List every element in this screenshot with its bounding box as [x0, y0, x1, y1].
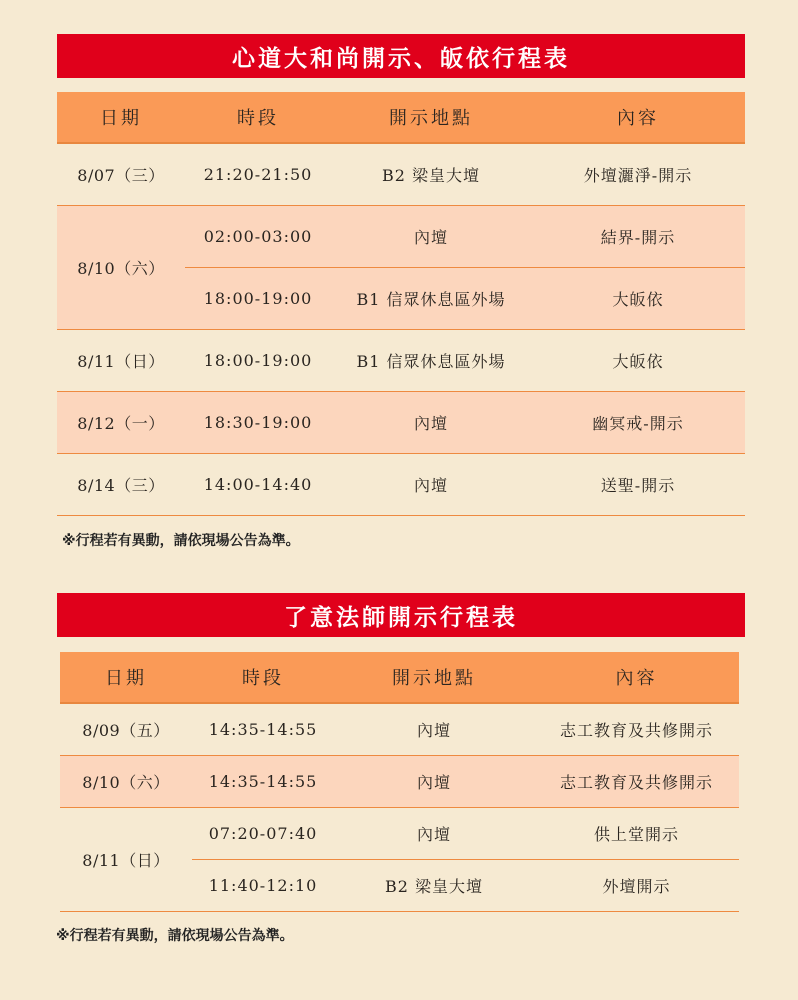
row-place: 內壇 [331, 205, 531, 267]
header-content: 內容 [531, 92, 745, 143]
row-content: 送聖-開示 [531, 453, 745, 515]
row-content: 供上堂開示 [534, 807, 739, 859]
row-time: 14:35-14:55 [192, 703, 334, 755]
row-time: 18:00-19:00 [185, 267, 331, 329]
row-date: 8/11（日） [57, 329, 185, 391]
table-header-row [57, 92, 745, 143]
table-row [57, 205, 745, 267]
table-row [60, 807, 739, 859]
row-date: 8/12（一） [57, 391, 185, 453]
row-date: 8/10（六） [60, 755, 192, 807]
schedule-title-1: 心道大和尚開示、皈依行程表 [57, 34, 745, 78]
row-content: 大皈依 [531, 267, 745, 329]
header-place: 開示地點 [334, 652, 534, 703]
row-time: 18:30-19:00 [185, 391, 331, 453]
table-row [60, 755, 739, 807]
row-place: B2 梁皇大壇 [334, 859, 534, 911]
header-time: 時段 [185, 92, 331, 143]
row-time: 21:20-21:50 [185, 143, 331, 205]
row-content: 結界-開示 [531, 205, 745, 267]
header-time: 時段 [192, 652, 334, 703]
row-date: 8/14（三） [57, 453, 185, 515]
schedule-section-1 [57, 34, 745, 516]
schedule-table-2-wrap [60, 652, 739, 912]
row-content: 外壇灑淨-開示 [531, 143, 745, 205]
row-time: 14:00-14:40 [185, 453, 331, 515]
header-place: 開示地點 [331, 92, 531, 143]
schedule-table-1 [57, 92, 745, 516]
table-header-row [60, 652, 739, 703]
row-place: 內壇 [331, 453, 531, 515]
table-row [57, 329, 745, 391]
row-place: B2 梁皇大壇 [331, 143, 531, 205]
row-content: 外壇開示 [534, 859, 739, 911]
table-row [57, 143, 745, 205]
header-content: 內容 [534, 652, 739, 703]
schedule-note-1: ※行程若有異動，請依現場公告為準。 [62, 533, 300, 549]
row-time: 11:40-12:10 [192, 859, 334, 911]
row-time: 14:35-14:55 [192, 755, 334, 807]
row-date: 8/07（三） [57, 143, 185, 205]
row-time: 02:00-03:00 [185, 205, 331, 267]
schedule-title-2: 了意法師開示行程表 [57, 593, 745, 637]
row-content: 志工教育及共修開示 [534, 703, 739, 755]
header-date: 日期 [60, 652, 192, 703]
row-content: 幽冥戒-開示 [531, 391, 745, 453]
header-date: 日期 [57, 92, 185, 143]
schedule-note-2: ※行程若有異動，請依現場公告為準。 [56, 928, 294, 944]
row-content: 大皈依 [531, 329, 745, 391]
table-row [57, 453, 745, 515]
row-place: 內壇 [334, 703, 534, 755]
row-place: B1 信眾休息區外場 [331, 267, 531, 329]
row-date: 8/11（日） [60, 807, 192, 911]
row-date: 8/09（五） [60, 703, 192, 755]
row-place: 內壇 [331, 391, 531, 453]
row-content: 志工教育及共修開示 [534, 755, 739, 807]
row-place: 內壇 [334, 755, 534, 807]
table-row [57, 391, 745, 453]
row-time: 07:20-07:40 [192, 807, 334, 859]
row-place: 內壇 [334, 807, 534, 859]
schedule-section-2 [57, 593, 745, 637]
schedule-table-2 [60, 652, 739, 912]
table-row [60, 703, 739, 755]
row-time: 18:00-19:00 [185, 329, 331, 391]
row-place: B1 信眾休息區外場 [331, 329, 531, 391]
row-date: 8/10（六） [57, 205, 185, 329]
